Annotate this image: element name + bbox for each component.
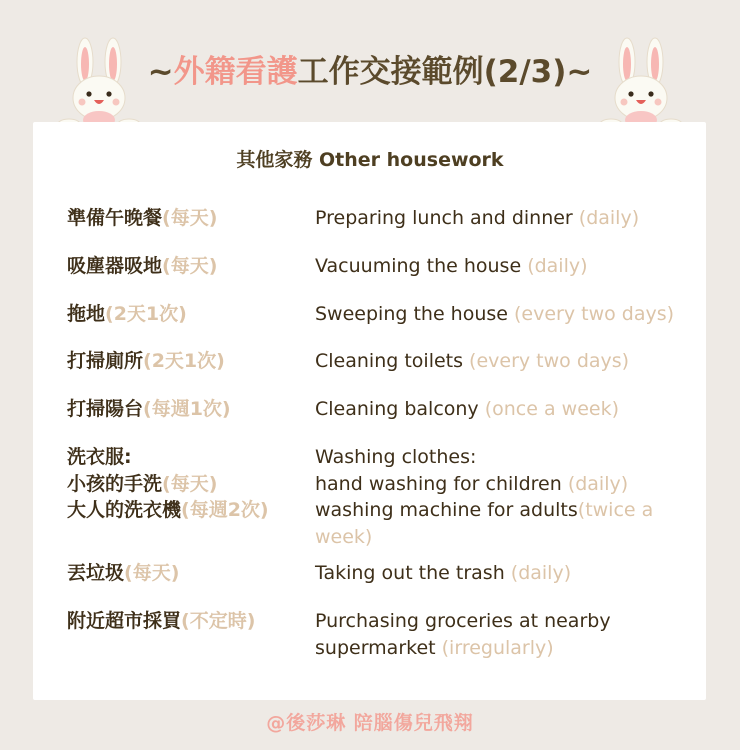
task-en bbox=[315, 348, 675, 375]
task-en-text: Purchasing groceries at nearby supermarket bbox=[315, 610, 611, 659]
task-zh-text: 丟垃圾 bbox=[67, 562, 125, 584]
task-en bbox=[315, 444, 675, 550]
task-en-text: Washing clothes: bbox=[315, 446, 477, 468]
task-zh bbox=[67, 396, 307, 423]
task-en-frequency: (daily) bbox=[561, 472, 629, 495]
task-zh-frequency: (每週1次) bbox=[143, 398, 231, 420]
task-zh-text: 吸塵器吸地 bbox=[67, 255, 163, 277]
task-zh-frequency: (2天1次) bbox=[105, 303, 187, 325]
task-en-text: hand washing for children bbox=[315, 472, 562, 495]
task-zh-subitem bbox=[67, 497, 307, 524]
task-zh-frequency: (每天) bbox=[162, 207, 218, 229]
task-en-frequency: (twice a week) bbox=[315, 499, 654, 548]
task-en bbox=[315, 253, 675, 280]
task-zh-text: 拖地 bbox=[67, 303, 106, 325]
task-zh-text: 小孩的手洗 bbox=[67, 472, 163, 495]
task-en-frequency: (irregularly) bbox=[435, 636, 554, 659]
task-en-subitem bbox=[315, 497, 660, 550]
task-zh-frequency: (每週2次) bbox=[181, 499, 269, 521]
task-zh-text: 洗衣服: bbox=[67, 446, 132, 468]
title-highlight: 外籍看護 bbox=[173, 54, 298, 90]
task-en-text: Preparing lunch and dinner bbox=[315, 207, 573, 229]
task-zh bbox=[67, 444, 307, 524]
title-prefix: ~ bbox=[147, 54, 174, 90]
task-en-text: Taking out the trash bbox=[315, 562, 505, 584]
section-title: 其他家務 Other housework bbox=[236, 149, 504, 171]
task-zh-frequency: (不定時) bbox=[181, 610, 256, 632]
task-en-frequency: (daily) bbox=[521, 255, 588, 277]
task-zh-frequency: (每天) bbox=[162, 472, 218, 495]
task-zh-text: 準備午晚餐 bbox=[67, 207, 163, 229]
title-rest: 工作交接範例(2/3)~ bbox=[297, 54, 593, 90]
task-en-frequency: (every two days) bbox=[507, 303, 675, 325]
task-en-subitem bbox=[315, 471, 675, 498]
task-en-text: washing machine for adults bbox=[315, 499, 578, 521]
task-zh-frequency: (2天1次) bbox=[143, 350, 225, 372]
task-en-text: Sweeping the house bbox=[315, 303, 508, 325]
task-zh bbox=[67, 205, 307, 232]
task-en bbox=[315, 608, 625, 661]
task-en-frequency: (daily) bbox=[504, 562, 572, 584]
task-zh-subitem bbox=[67, 471, 307, 498]
task-en-text: Vacuuming the house bbox=[315, 255, 522, 277]
page-title bbox=[0, 46, 740, 91]
task-en-frequency: (daily) bbox=[572, 207, 640, 229]
task-zh-frequency: (每天) bbox=[124, 562, 180, 584]
task-en bbox=[315, 205, 675, 232]
task-en-frequency: (once a week) bbox=[478, 398, 619, 420]
task-en bbox=[315, 301, 675, 328]
author-credit: @後莎琳 陪腦傷兒飛翔 bbox=[266, 712, 474, 734]
task-en-text: Cleaning balcony bbox=[315, 398, 479, 420]
task-zh bbox=[67, 560, 307, 587]
task-zh-text: 附近超市採買 bbox=[67, 610, 182, 632]
task-zh bbox=[67, 348, 307, 375]
task-en-frequency: (every two days) bbox=[463, 350, 630, 372]
task-en-text: Cleaning toilets bbox=[315, 350, 464, 372]
task-zh bbox=[67, 253, 307, 280]
task-zh-frequency: (每天) bbox=[162, 255, 218, 277]
task-en bbox=[315, 560, 675, 587]
task-en bbox=[315, 396, 675, 423]
task-zh-text: 打掃廁所 bbox=[67, 350, 144, 372]
task-zh-text: 大人的洗衣機 bbox=[67, 499, 182, 521]
task-zh-text: 打掃陽台 bbox=[67, 398, 144, 420]
task-zh bbox=[67, 608, 307, 635]
task-zh bbox=[67, 301, 307, 328]
